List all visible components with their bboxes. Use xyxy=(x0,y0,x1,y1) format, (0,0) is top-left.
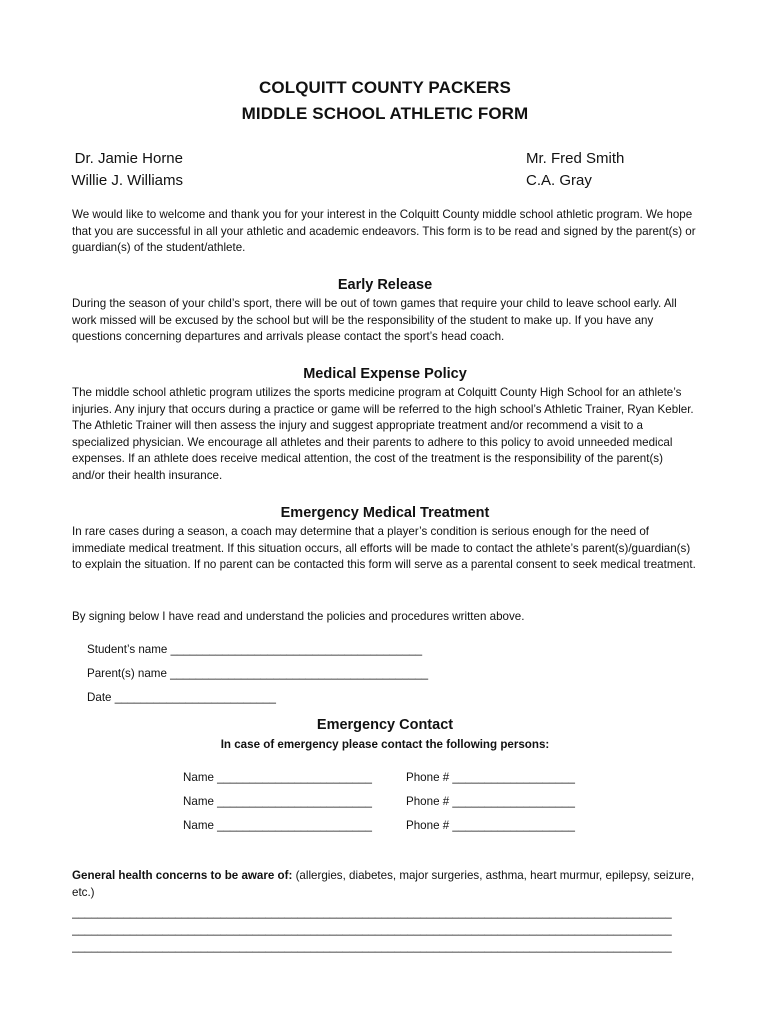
health-concerns-examples: (allergies, diabetes, major surgeries, asthma, heart murmur, epilepsy, seizure, etc.) xyxy=(72,869,695,899)
contact-name-line[interactable]: Name ________________________ xyxy=(183,819,372,832)
health-concerns xyxy=(72,868,698,901)
form-title-line2: MIDDLE SCHOOL ATHLETIC FORM xyxy=(241,104,529,123)
medical-expense-heading: Medical Expense Policy xyxy=(303,366,467,382)
staff-name: Mr. Fred Smith xyxy=(526,150,625,167)
health-concerns-label: General health concerns to be aware of: xyxy=(72,869,293,882)
staff-name: Willie J. Williams xyxy=(71,172,183,189)
date-line[interactable]: Date _________________________ xyxy=(87,691,276,704)
medical-expense-body: The middle school athletic program utilizes the sports medicine program at Colquitt County High School for an athlete’s injuries. Any injury that occurs during a practice or game will be referred to the high school’s Athletic Trainer, Ryan Kebler. The Athletic Trainer will then assess the injury and suggest appropriate treatment and/or recommend a visit to a specialized physician. We encourage all athletes and their parents to adhere to this policy to avoid unneeded medical expenses. If an athlete does receive medical attention, the cost of the treatment is the responsibility of the parent(s) and/or their health insurance. xyxy=(72,386,694,482)
emergency-treatment-body: In rare cases during a season, a coach may determine that a player’s condition is serious enough for the need of immediate medical treatment. If this situation occurs, all efforts will be made to contact the athlete’s parent(s)/guardian(s) to explain the situation. If no parent can be contacted this form will serve as a parental consent to seek medical treatment. xyxy=(72,525,696,572)
blank-line[interactable]: _____________________________________________________________________________________________ xyxy=(72,923,672,936)
staff-name: Dr. Jamie Horne xyxy=(74,150,183,167)
blank-line[interactable]: _____________________________________________________________________________________________ xyxy=(72,906,672,919)
staff-left-column xyxy=(62,148,183,192)
intro-paragraph: We would like to welcome and thank you for your interest in the Colquitt County middle school athletic program. We hope that you are successful in all your athletic and academic endeavors. This form is to be read and signed by the parent(s) or guardian(s) of the student/athlete. xyxy=(72,208,696,255)
staff-right-column xyxy=(526,148,624,192)
form-title-line1: COLQUITT COUNTY PACKERS xyxy=(259,78,511,97)
emergency-treatment-heading: Emergency Medical Treatment xyxy=(280,505,490,521)
parent-name-line[interactable]: Parent(s) name ________________________________________ xyxy=(87,667,429,680)
health-blank-lines[interactable] xyxy=(72,904,698,955)
contact-name-line[interactable]: Name ________________________ xyxy=(183,795,372,808)
student-name-line[interactable]: Student’s name _______________________________________ xyxy=(87,643,423,656)
early-release-heading: Early Release xyxy=(337,277,433,293)
contact-name-line[interactable]: Name ________________________ xyxy=(183,771,372,784)
blank-line[interactable]: _____________________________________________________________________________________________ xyxy=(72,940,672,953)
emergency-contact-subheading: In case of emergency please contact the following persons: xyxy=(220,738,550,751)
contact-phone-line[interactable]: Phone # ___________________ xyxy=(406,819,575,832)
early-release-body: During the season of your child’s sport, there will be out of town games that require your child to leave school early. All work missed will be excused by the school but will be the responsibility of the student to make up. If you have any questions concerning departures and arrivals please contact the sport’s head coach. xyxy=(72,297,677,344)
contact-phone-line[interactable]: Phone # ___________________ xyxy=(406,795,575,808)
contact-phone-line[interactable]: Phone # ___________________ xyxy=(406,771,575,784)
staff-name: C.A. Gray xyxy=(526,172,592,189)
signing-statement: By signing below I have read and understand the policies and procedures written above. xyxy=(72,610,525,623)
emergency-contact-heading: Emergency Contact xyxy=(316,717,454,733)
